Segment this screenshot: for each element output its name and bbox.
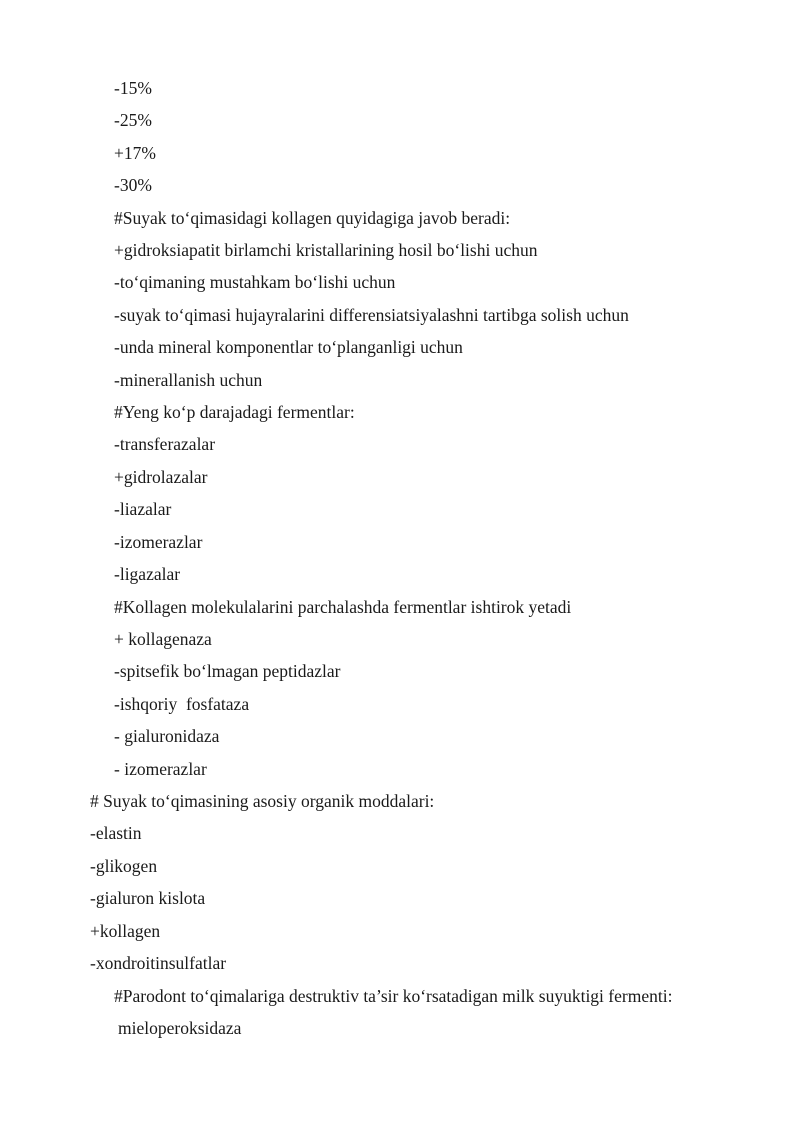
answer-option: -liazalar: [114, 499, 172, 519]
answer-option: + kollagenaza: [114, 629, 212, 649]
answer-option: -ishqoriy fosfataza: [114, 694, 250, 714]
question-heading: #Suyak to‘qimasidagi kollagen quyidagiga javob beradi:: [114, 208, 511, 228]
answer-option: -to‘qimaning mustahkam bo‘lishi uchun: [114, 272, 396, 292]
answer-option: -ligazalar: [114, 564, 181, 584]
answer-option: -izomerazlar: [114, 532, 203, 552]
question-heading: #Kollagen molekulalarini parchalashda fermentlar ishtirok yetadi: [114, 597, 572, 617]
question-heading: # Suyak to‘qimasining asosiy organik moddalari:: [90, 791, 435, 811]
answer-option: -unda mineral komponentlar to‘planganligi uchun: [114, 337, 463, 357]
answer-option: - gialuronidaza: [114, 726, 220, 746]
answer-option: -xondroitinsulfatlar: [90, 953, 227, 973]
answer-option: -suyak to‘qimasi hujayralarini differensiatsiyalashni tartibga solish uchun: [114, 305, 629, 325]
answer-option: - izomerazlar: [114, 759, 207, 779]
answer-option: -transferazalar: [114, 434, 216, 454]
answer-option: -minerallanish uchun: [114, 370, 263, 390]
question-heading: #Yeng ko‘p darajadagi fermentlar:: [114, 402, 355, 422]
answer-option: +gidroksiapatit birlamchi kristallarining hosil bo‘lishi uchun: [114, 240, 538, 260]
answer-option: mieloperoksidaza: [118, 1018, 242, 1038]
answer-option: -25%: [114, 110, 152, 130]
answer-option: +gidrolazalar: [114, 467, 208, 487]
answer-option: +kollagen: [90, 921, 161, 941]
answer-option: +17%: [114, 143, 156, 163]
answer-option: -gialuron kislota: [90, 888, 206, 908]
answer-option: -elastin: [90, 823, 142, 843]
answer-option: -spitsefik bo‘lmagan peptidazlar: [114, 661, 341, 681]
answer-option: -30%: [114, 175, 152, 195]
answer-option: -glikogen: [90, 856, 158, 876]
question-heading: #Parodont to‘qimalariga destruktiv ta’sir ko‘rsatadigan milk suyuktigi fermenti:: [114, 986, 673, 1006]
answer-option: -15%: [114, 78, 152, 98]
